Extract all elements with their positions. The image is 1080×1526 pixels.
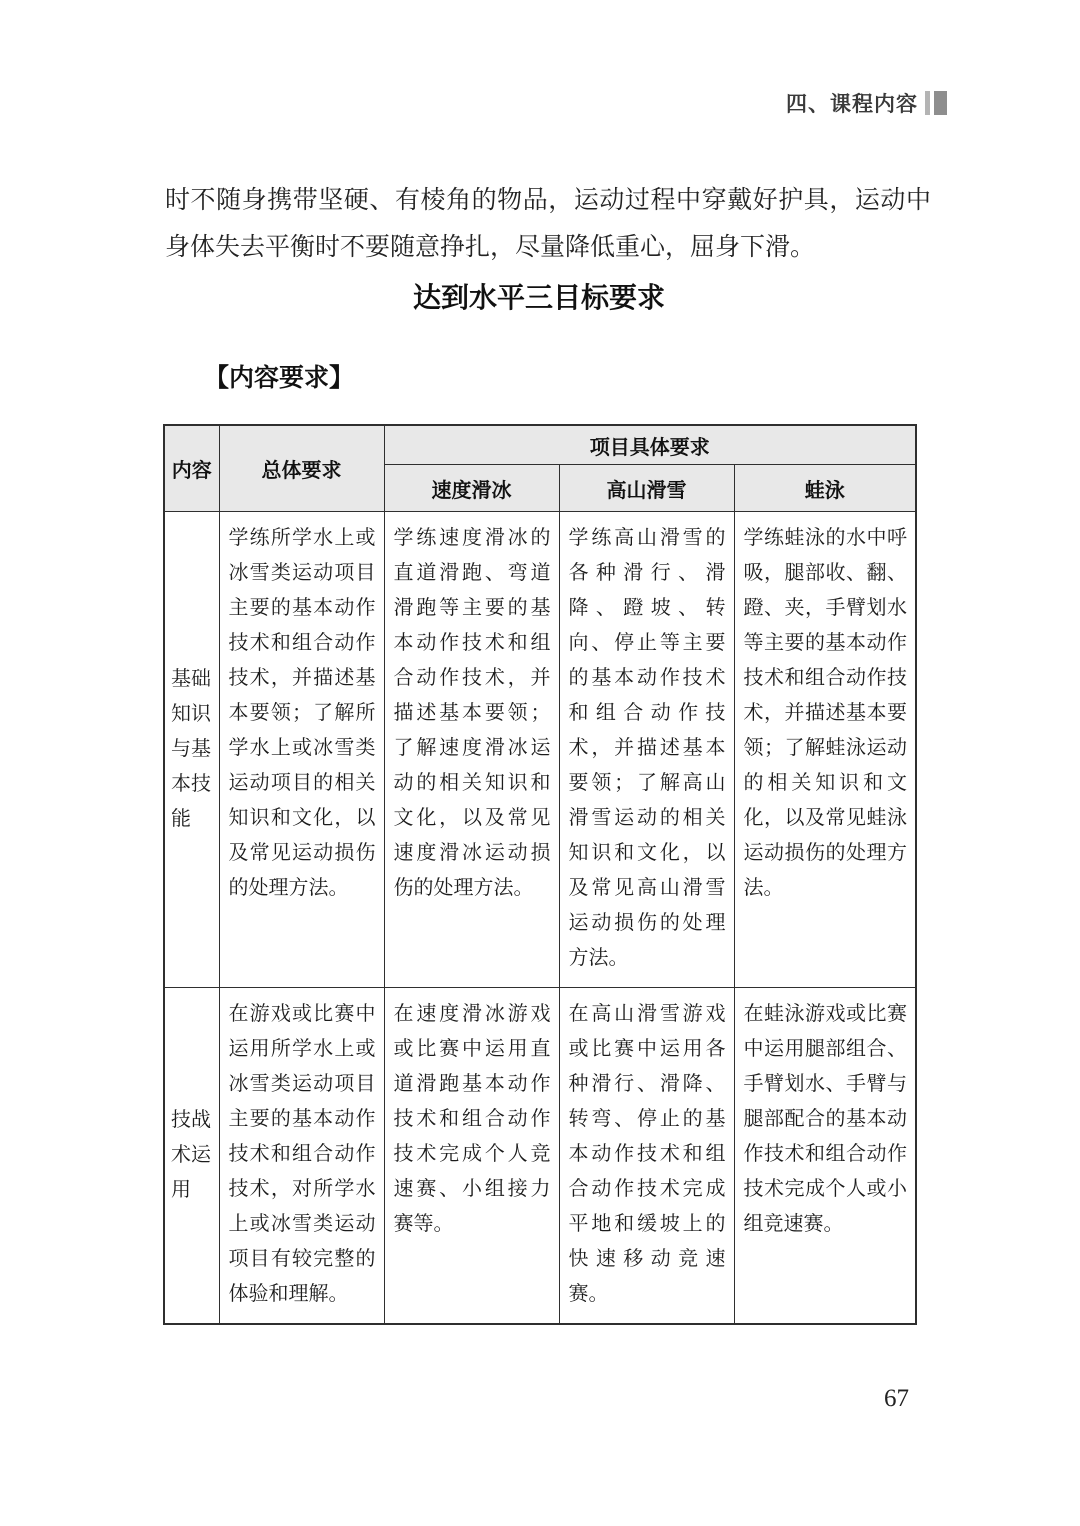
header-cell-overall: 总体要求: [219, 425, 384, 512]
cell-overall: 学练所学水上或冰雪类运动项目主要的基本动作技术和组合动作技术，并描述基本要领；了解所学水上或冰雪类运动项目的相关知识和文化，以及常见运动损伤的处理方法。: [219, 512, 384, 988]
running-head: [786, 88, 947, 118]
table-row: [164, 512, 916, 988]
thin-bar-icon: [925, 91, 930, 115]
cell-speed-skating: 在速度滑冰游戏或比赛中运用直道滑跑基本动作技术和组合动作技术完成个人竞速赛、小组接力赛等。: [384, 988, 559, 1325]
header-cell-speed-skating: 速度滑冰: [384, 465, 559, 512]
cell-speed-skating: 学练速度滑冰的直道滑跑、弯道滑跑等主要的基本动作技术和组合动作技术，并描述基本要领；了解速度滑冰运动的相关知识和文化，以及常见速度滑冰运动损伤的处理方法。: [384, 512, 559, 988]
body-paragraph: 时不随身携带坚硬、有棱角的物品，运动过程中穿戴好护具，运动中身体失去平衡时不要随意挣扎，尽量降低重心，屈身下滑。: [165, 187, 931, 261]
table-header-row-1: [164, 425, 916, 465]
table-row: [164, 988, 916, 1325]
running-head-title: 四、课程内容: [786, 93, 918, 116]
cell-breaststroke: 学练蛙泳的水中呼吸，腿部收、翻、蹬、夹，手臂划水等主要的基本动作技术和组合动作技术，并描述基本要领；了解蛙泳运动的相关知识和文化，以及常见蛙泳运动损伤的处理方法。: [734, 512, 916, 988]
row-label: 基础知识与基本技能: [164, 512, 219, 988]
header-cell-specific-group: 项目具体要求: [384, 425, 916, 465]
cell-breaststroke: 在蛙泳游戏或比赛中运用腿部组合、手臂划水、手臂与腿部配合的基本动作技术和组合动作技术完成个人或小组竞速赛。: [734, 988, 916, 1325]
page-number: 67: [884, 1385, 909, 1412]
content-requirements-table: [163, 424, 917, 1325]
section-label: 【内容要求】: [204, 364, 355, 392]
header-cell-alpine-skiing: 高山滑雪: [559, 465, 734, 512]
page-title: 达到水平三目标要求: [412, 282, 665, 313]
cell-overall: 在游戏或比赛中运用所学水上或冰雪类运动项目主要的基本动作技术和组合动作技术，对所学水上或冰雪类运动项目有较完整的体验和理解。: [219, 988, 384, 1325]
section-marker-bars-icon: [925, 91, 947, 115]
cell-alpine-skiing: 在高山滑雪游戏或比赛中运用各种滑行、滑降、转弯、停止的基本动作技术和组合动作技术完成平地和缓坡上的快速移动竞速赛。: [559, 988, 734, 1325]
header-cell-content: 内容: [164, 425, 219, 512]
thick-bar-icon: [934, 91, 947, 115]
cell-alpine-skiing: 学练高山滑雪的各种滑行、滑降、蹬坡、转向、停止等主要的基本动作技术和组合动作技术，并描述基本要领；了解高山滑雪运动的相关知识和文化，以及常见高山滑雪运动损伤的处理方法。: [559, 512, 734, 988]
row-label: 技战术运用: [164, 988, 219, 1325]
header-cell-breaststroke: 蛙泳: [734, 465, 916, 512]
